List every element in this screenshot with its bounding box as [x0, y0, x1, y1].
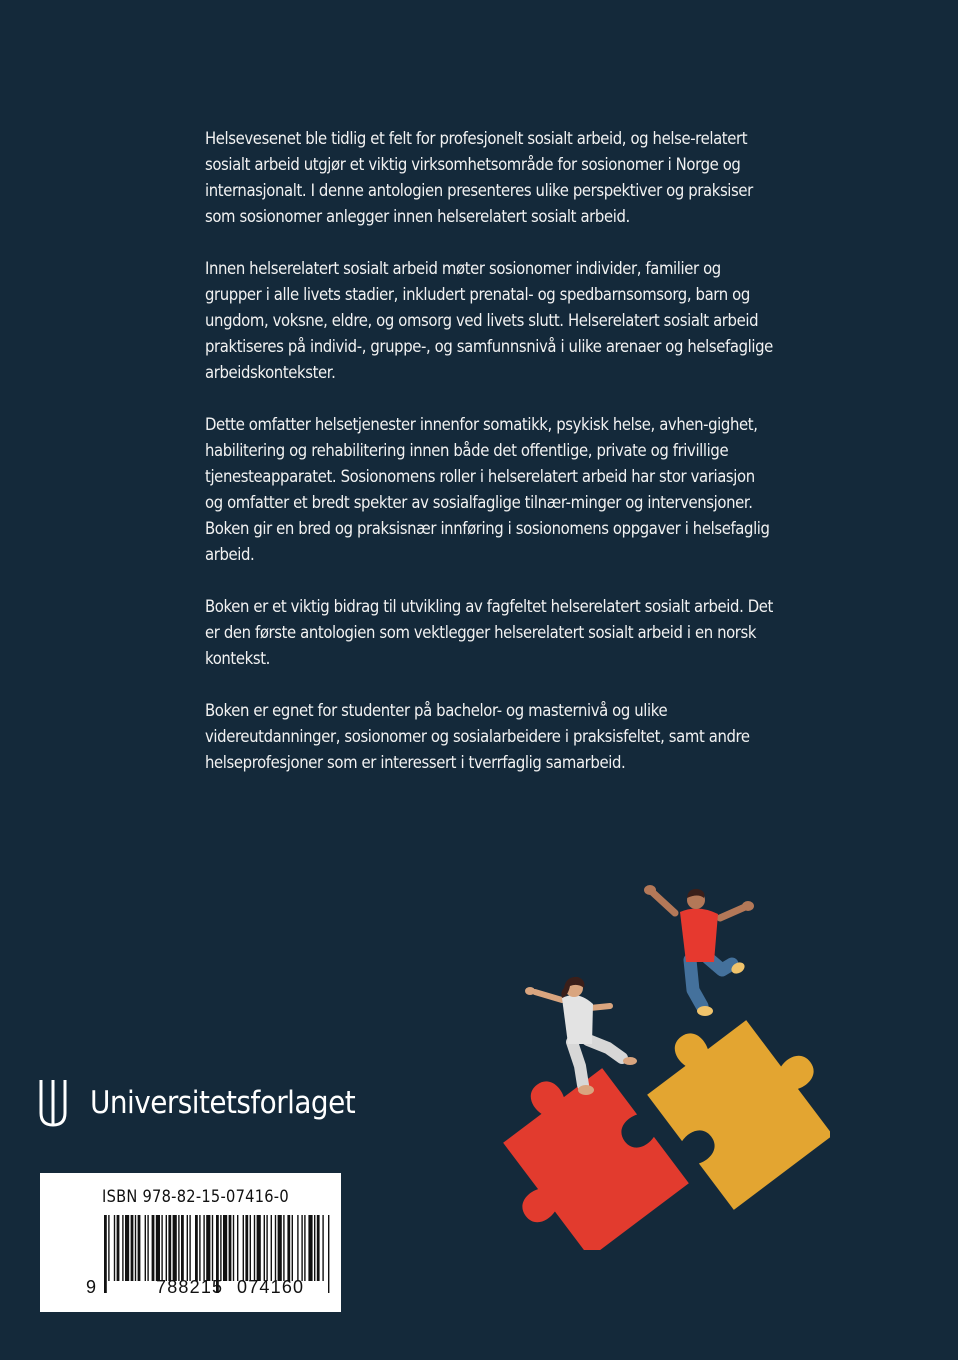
barcode-bar: [108, 1215, 109, 1281]
blurb-paragraph: Boken er et viktig bidrag til utvikling av fagfeltet helserelatert sosialt arbeid. Det er den første antologien som vektlegger helserelatert sosialt arbeid i en norsk kontekst.: [205, 597, 774, 669]
isbn-label: ISBN 978-82-15-07416-0: [102, 1187, 289, 1207]
publisher-name: Universitetsforlaget: [90, 1085, 356, 1121]
barcode-bar: [297, 1215, 298, 1281]
red-puzzle-piece: [500, 1047, 689, 1250]
barcode-bar: [266, 1215, 267, 1281]
barcode-bar: [317, 1215, 320, 1281]
barcode-bar: [147, 1215, 148, 1281]
barcode-bar: [250, 1215, 251, 1281]
barcode-left-digits: 788215: [156, 1277, 224, 1297]
barcode-bar: [233, 1215, 234, 1281]
universitetsforlaget-u-logo-icon: [38, 1079, 68, 1127]
barcode-bar: [114, 1215, 115, 1281]
isbn-barcode: [40, 1173, 341, 1312]
barcode-bar: [156, 1215, 160, 1281]
barcode-bar: [245, 1215, 248, 1281]
barcode-bar: [243, 1215, 244, 1281]
barcode-bar: [278, 1215, 282, 1281]
barcode-bar: [257, 1215, 261, 1281]
person-grey-outfit: [525, 977, 637, 1095]
publisher-block: [38, 1078, 385, 1128]
barcode-bar: [168, 1215, 171, 1281]
person-red-shirt: [644, 885, 754, 1016]
back-cover-blurb: [205, 126, 774, 802]
barcode-bar: [145, 1215, 146, 1281]
barcode-bar: [199, 1215, 200, 1281]
barcode-bar: [187, 1215, 188, 1281]
barcode-bar: [181, 1215, 184, 1281]
blurb-paragraph: Dette omfatter helsetjenester innenfor somatikk, psykisk helse, avhen-gighet, habilitering og rehabilitering innen både det offentlige, private og frivillige tjenesteapparatet. Sosionomens roller i helserelatert arbeid har stor variasjon og omfatter et bredt spekter av sosialfaglige tilnær-minger og intervensjoner. Boken gir en bred og praksisnær innføring i sosionomens oppgaver i helsefaglig arbeid.: [205, 415, 770, 565]
barcode-bar: [223, 1215, 227, 1281]
barcode-bar: [138, 1215, 141, 1281]
barcode-bar: [166, 1215, 167, 1281]
barcode-bar: [275, 1215, 276, 1281]
barcode-bar: [131, 1215, 134, 1281]
barcode-bar: [283, 1215, 284, 1281]
barcode-bar: [206, 1215, 210, 1281]
blurb-paragraph: Helsevesenet ble tidlig et felt for profesjonelt sosialt arbeid, og helse-relatert sosialt arbeid utgjør et viktig virksomhetsområde for sosionomer i Norge og internasjonalt. I denne antologien presenteres ulike perspektiver og praksiser som sosionomer anlegger innen helserelatert sosialt arbeid.: [205, 129, 753, 227]
barcode-bar: [117, 1215, 120, 1281]
barcode-bar: [271, 1215, 272, 1281]
barcode-bar: [195, 1215, 198, 1281]
blurb-paragraph: Innen helserelatert sosialt arbeid møter sosionomer individer, familier og grupper i alle livets stadier, inkludert prenatal- og spedbarnsomsorg, barn og ungdom, voksne, eldre, og omsorg ved livets slutt. Helserelatert sosialt arbeid praktiseres på individ-, gruppe-, og samfunnsnivå i ulike arenaer og helsefaglige arbeidskontekster.: [205, 259, 773, 383]
barcode-bar: [264, 1215, 265, 1281]
barcode-bar: [304, 1215, 305, 1281]
barcode-bar: [308, 1215, 312, 1281]
barcode-bar: [173, 1215, 177, 1281]
barcode-bar: [229, 1215, 232, 1281]
barcode-bar: [152, 1215, 155, 1281]
barcode-bar: [161, 1215, 162, 1281]
blurb-paragraph: Boken er egnet for studenter på bachelor- og masternivå og ulike videreutdanninger, sosionomer og sosialarbeidere i praksisfeltet, samt andre helseprofesjoner som er interessert i tverrfaglig samarbeid.: [205, 701, 750, 773]
barcode-bar: [189, 1215, 190, 1281]
barcode-bar: [203, 1215, 204, 1281]
barcode-first-digit: 9: [86, 1277, 98, 1297]
barcode-bar: [301, 1215, 302, 1281]
barcode-bar: [135, 1215, 136, 1281]
barcode-bar: [178, 1215, 179, 1281]
barcode-bar: [237, 1215, 238, 1281]
barcode-bar: [125, 1215, 129, 1281]
barcode-bar: [122, 1215, 123, 1281]
barcode-bar: [292, 1215, 293, 1281]
barcode-bar: [322, 1215, 323, 1281]
barcode-bar: [254, 1215, 255, 1281]
puzzle-people-illustration: [500, 880, 830, 1250]
barcode-right-digits: 074160: [237, 1277, 305, 1297]
barcode-bar: [328, 1215, 329, 1293]
barcode-bar: [220, 1215, 221, 1281]
barcode-bar: [104, 1215, 107, 1293]
barcode-bar: [287, 1215, 290, 1281]
barcode-bar: [212, 1215, 213, 1281]
barcode-bar: [314, 1215, 315, 1281]
